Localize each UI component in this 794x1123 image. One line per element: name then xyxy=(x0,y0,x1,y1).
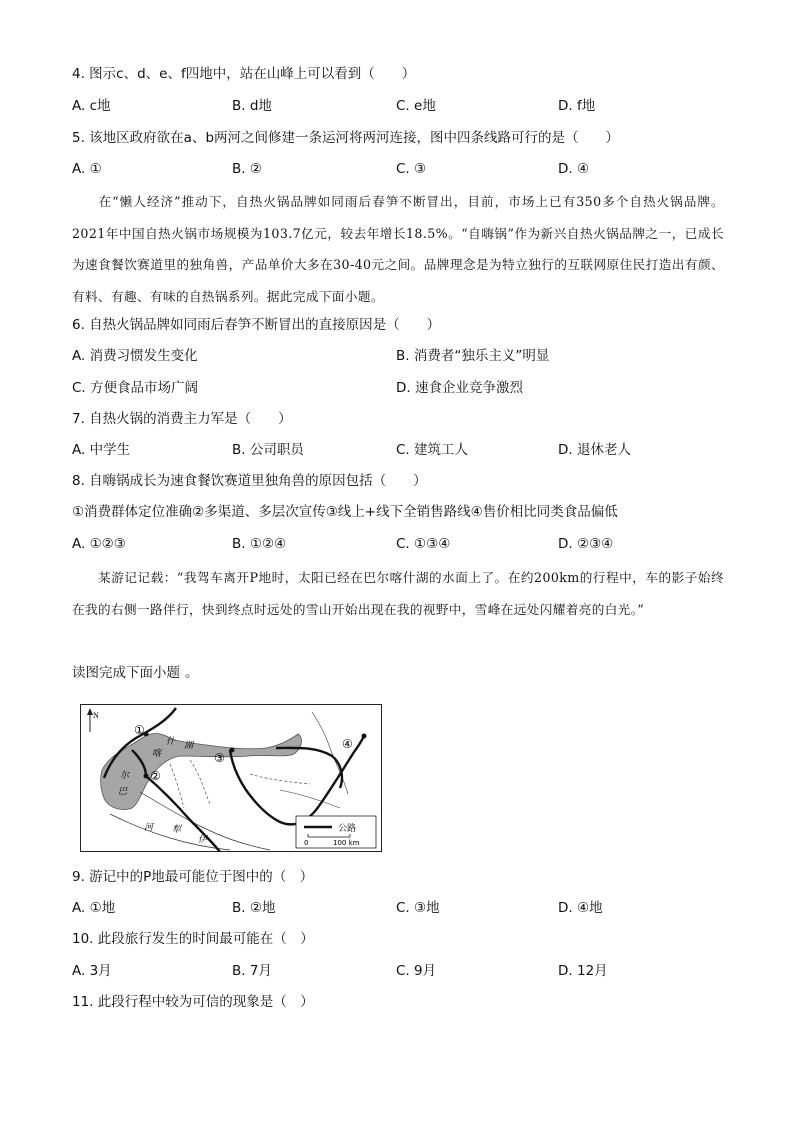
q8-option-d[interactable]: D. ②③④ xyxy=(558,536,614,552)
marker-1: ① xyxy=(134,723,145,737)
lake-char-1: 巴 xyxy=(118,786,128,796)
question-8: 8. 自嗨锅成长为速食餐饮赛道里独角兽的原因包括（ ） xyxy=(72,473,427,489)
river-char-1: 河 xyxy=(144,822,154,832)
marker-4: ④ xyxy=(342,737,353,751)
legend-road-label: 公路 xyxy=(338,824,357,834)
lake-char-4: 什 xyxy=(166,736,176,746)
q7-option-d[interactable]: D. 退休老人 xyxy=(558,442,631,458)
river-char-3: 伊 xyxy=(198,834,208,844)
q5-option-d[interactable]: D. ④ xyxy=(558,161,590,177)
question-5: 5. 该地区政府欲在a、b两河之间修建一条运河将两河连接，图中四条线路可行的是（ ） xyxy=(72,130,620,146)
lake-char-2: 尔 xyxy=(120,770,130,780)
passage-hotpot xyxy=(72,186,724,312)
q6-option-b[interactable]: B. 消费者“独乐主义”明显 xyxy=(396,348,550,364)
north-label: N xyxy=(93,711,99,720)
question-9: 9. 游记中的P地最可能位于图中的（ ） xyxy=(72,869,314,885)
q9-option-b[interactable]: B. ②地 xyxy=(232,900,276,916)
q9-option-d[interactable]: D. ④地 xyxy=(558,900,603,916)
lake-char-3: 喀 xyxy=(152,748,162,758)
q5-option-a[interactable]: A. ① xyxy=(72,161,102,177)
marker-dot-3 xyxy=(230,748,235,753)
map-figure xyxy=(80,704,382,852)
q5-option-c[interactable]: C. ③ xyxy=(396,161,427,177)
q10-option-b[interactable]: B. 7月 xyxy=(232,963,272,979)
q10-option-a[interactable]: A. 3月 xyxy=(72,963,112,979)
passage-travel xyxy=(72,562,724,625)
marker-2: ② xyxy=(150,769,161,783)
question-4: 4. 图示c、d、e、f四地中，站在山峰上可以看到（ ） xyxy=(72,66,416,82)
balkhash-map xyxy=(80,704,382,852)
marker-dot-2 xyxy=(144,774,149,779)
passage-travel-text: 某游记记载：“我驾车离开P地时，太阳已经在巴尔喀什湖的水面上了。在约200km的行程中，车的影子始终在我的右侧一路伴行，快到终点时远处的雪山开始出现在我的视野中，雪峰在远处闪耀着亮的白光。” xyxy=(72,570,724,617)
q5-option-b[interactable]: B. ② xyxy=(232,161,262,177)
q8-option-b[interactable]: B. ①②④ xyxy=(232,536,287,552)
q8-option-a[interactable]: A. ①②③ xyxy=(72,536,126,552)
q10-option-d[interactable]: D. 12月 xyxy=(558,963,608,979)
map-intro: 读图完成下面小题 。 xyxy=(72,665,199,681)
marker-dot-4 xyxy=(362,734,367,739)
q4-option-a[interactable]: A. c地 xyxy=(72,98,111,114)
question-11: 11. 此段行程中较为可信的现象是（ ） xyxy=(72,994,314,1010)
q7-option-c[interactable]: C. 建筑工人 xyxy=(396,442,469,458)
question-6: 6. 自热火锅品牌如同雨后春笋不断冒出的直接原因是（ ） xyxy=(72,317,441,333)
question-10: 10. 此段旅行发生的时间最可能在（ ） xyxy=(72,931,314,947)
q8-option-c[interactable]: C. ①③④ xyxy=(396,536,451,552)
q6-option-c[interactable]: C. 方便食品市场广阔 xyxy=(72,380,199,396)
q7-option-b[interactable]: B. 公司职员 xyxy=(232,442,304,458)
q9-option-a[interactable]: A. ①地 xyxy=(72,900,116,916)
scale-label: 100 km xyxy=(333,839,360,847)
q4-option-d[interactable]: D. f地 xyxy=(558,98,596,114)
map-intro-text: 读图完成下面小题 xyxy=(72,665,180,681)
q10-option-c[interactable]: C. 9月 xyxy=(396,963,437,979)
scale-zero: 0 xyxy=(304,839,309,847)
q4-option-b[interactable]: B. d地 xyxy=(232,98,272,114)
question-7: 7. 自热火锅的消费主力军是（ ） xyxy=(72,411,292,427)
q7-option-a[interactable]: A. 中学生 xyxy=(72,442,131,458)
marker-3: ③ xyxy=(214,751,225,765)
q4-option-c[interactable]: C. e地 xyxy=(396,98,436,114)
q6-option-a[interactable]: A. 消费习惯发生变化 xyxy=(72,348,198,364)
q9-option-c[interactable]: C. ③地 xyxy=(396,900,440,916)
passage-hotpot-text: 在“懒人经济”推动下，自热火锅品牌如同雨后春笋不断冒出，目前，市场上已有350多个自热火锅品牌。2021年中国自热火锅市场规模为103.7亿元，较去年增长18.5%。“自嗨锅”作为新兴自热火锅品牌之一，已成长为速食餐饮赛道里的独角兽，产品单价大多在30-40元之间。品牌理念是为特立独行的互联网原住民打造出有颜、有料、有趣、有味的自热锅系列。据此完成下面小题。 xyxy=(72,194,724,304)
question-8-statements: ①消费群体定位准确②多渠道、多层次宣传③线上+线下全销售路线④售价相比同类食品偏低 xyxy=(72,504,618,520)
lake-char-5: 湖 xyxy=(184,740,194,750)
q6-option-d[interactable]: D. 速食企业竞争激烈 xyxy=(396,380,523,396)
river-char-2: 犁 xyxy=(172,824,182,834)
